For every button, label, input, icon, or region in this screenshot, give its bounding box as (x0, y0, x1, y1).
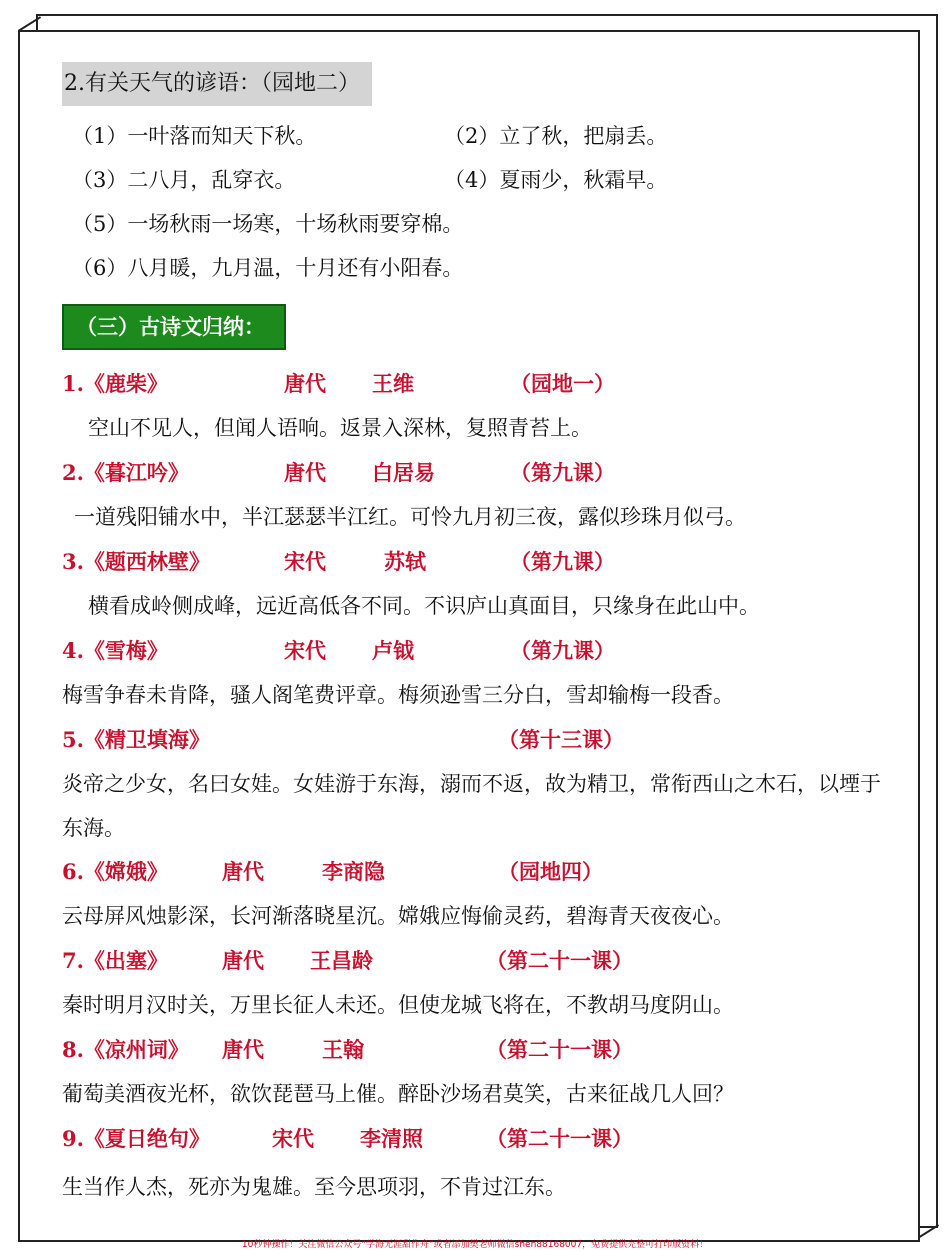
poem-lesson: （第九课） (510, 460, 615, 485)
poem-text: 秦时明月汉时关，万里长征人未还。但使龙城飞将在，不教胡马度阴山。 (62, 993, 734, 1017)
poem-text: 一道残阳铺水中，半江瑟瑟半江红。可怜九月初三夜，露似珍珠月似弓。 (74, 505, 746, 529)
poem-author: 李清照 (360, 1126, 423, 1151)
poem-author: 王昌龄 (310, 948, 373, 973)
proverb-row (62, 202, 892, 246)
proverb-item: （4）夏雨少，秋霜早。 (444, 168, 668, 192)
poem-header (62, 540, 892, 584)
poem-dynasty: 唐代 (222, 1037, 264, 1062)
poem-title: 4.《雪梅》 (62, 638, 168, 663)
poem-lesson: （第九课） (510, 549, 615, 574)
poem-dynasty: 唐代 (284, 371, 326, 396)
poem-text: 炎帝之少女，名曰女娃。女娃游于东海，溺而不返，故为精卫，常衔西山之木石，以堙于东海。 (62, 772, 881, 840)
poem-author: 王维 (372, 371, 414, 396)
poem-text: 生当作人杰，死亦为鬼雄。至今思项羽，不肯过江东。 (62, 1175, 566, 1199)
poem-title: 9.《夏日绝句》 (62, 1126, 210, 1151)
proverb-item: （5）一场秋雨一场寒，十场秋雨要穿棉。 (72, 212, 464, 236)
poem-header (62, 850, 892, 894)
proverb-item: （1）一叶落而知天下秋。 (72, 124, 317, 148)
proverb-item: （6）八月暖，九月温，十月还有小阳春。 (72, 256, 464, 280)
poem-dynasty: 宋代 (284, 549, 326, 574)
weather-proverbs-heading: 2.有关天气的谚语：（园地二） (62, 62, 372, 106)
poem-title: 1.《鹿柴》 (62, 371, 168, 396)
proverb-row (62, 158, 892, 202)
poem-author: 苏轼 (384, 549, 426, 574)
poem-title: 7.《出塞》 (62, 948, 168, 973)
poem-header (62, 718, 892, 762)
poem-header (62, 939, 892, 983)
poem-text: 横看成岭侧成峰，远近高低各不同。不识庐山真面目，只缘身在此山中。 (88, 594, 760, 618)
proverb-row (62, 246, 892, 290)
poem-title: 5.《精卫填海》 (62, 727, 210, 752)
poem-text: 葡萄美酒夜光杯，欲饮琵琶马上催。醉卧沙场君莫笑，古来征战几人回？ (62, 1082, 734, 1106)
poem-text: 空山不见人，但闻人语响。返景入深林，复照青苔上。 (88, 416, 592, 440)
poem-author: 李商隐 (322, 859, 385, 884)
poem-header (62, 1028, 892, 1072)
poem-lesson: （园地一） (510, 371, 615, 396)
poem-dynasty: 唐代 (222, 859, 264, 884)
poem-lesson: （第二十一课） (486, 1126, 633, 1151)
poem-dynasty: 宋代 (272, 1126, 314, 1151)
poem-title: 3.《题西林壁》 (62, 549, 210, 574)
poem-lesson: （第九课） (510, 638, 615, 663)
poem-text: 云母屏风烛影深，长河渐落晓星沉。嫦娥应悔偷灵药，碧海青天夜夜心。 (62, 904, 734, 928)
poem-header (62, 362, 892, 406)
proverb-item: （3）二八月，乱穿衣。 (72, 168, 296, 192)
poem-lesson: （第十三课） (498, 727, 624, 752)
poem-dynasty: 唐代 (284, 460, 326, 485)
ancient-poems-heading: （三）古诗文归纳： (62, 304, 286, 350)
poem-lesson: （第二十一课） (486, 1037, 633, 1062)
poem-text: 梅雪争春未肯降，骚人阁笔费评章。梅须逊雪三分白，雪却输梅一段香。 (62, 683, 734, 707)
poem-author: 白居易 (372, 460, 435, 485)
proverb-item: （2）立了秋，把扇丢。 (444, 124, 668, 148)
poem-header (62, 451, 892, 495)
footer-notice: 10秒钟操作！关注微信公众号“学海无涯甜作舟”或者添加樊老师微信shen88168007，免费提供完整可打印版资料！ (241, 1240, 709, 1250)
poem-author: 王翰 (322, 1037, 364, 1062)
poem-author: 卢钺 (372, 638, 414, 663)
poem-title: 2.《暮江吟》 (62, 460, 189, 485)
poem-lesson: （园地四） (498, 859, 603, 884)
document-content (62, 62, 892, 1210)
poem-dynasty: 唐代 (222, 948, 264, 973)
poem-header (62, 629, 892, 673)
proverb-row (62, 114, 892, 158)
poem-dynasty: 宋代 (284, 638, 326, 663)
poem-header (62, 1117, 892, 1161)
poem-title: 8.《凉州词》 (62, 1037, 189, 1062)
poem-lesson: （第二十一课） (486, 948, 633, 973)
poem-title: 6.《嫦娥》 (62, 859, 168, 884)
